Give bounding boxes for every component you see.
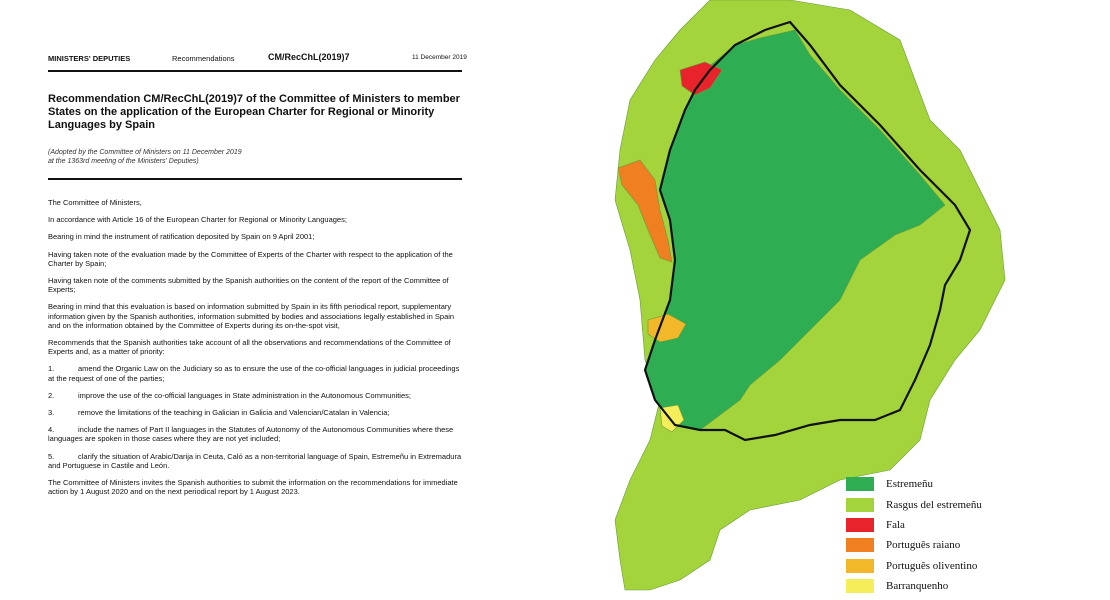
header-date: 11 December 2019 — [412, 54, 467, 61]
item-number: 3. — [48, 408, 55, 418]
title-rule — [48, 178, 462, 180]
legend-label: Português raiano — [886, 539, 961, 552]
header-reference: CM/RecChL(2019)7 — [268, 52, 350, 62]
legend-swatch — [846, 498, 874, 512]
item-text: clarify the situation of Arabic/Darija in Ceuta, Caló as a non-territorial language of Spain, Estremeñu in Extremadura and Portuguese in Castile and León. — [48, 451, 462, 470]
legend-item — [846, 535, 1036, 555]
paragraph: Bearing in mind that this evaluation is based on information submitted by Spain in its fifth periodical report, supplementary information given by the Spanish authorities, information submitted by bodies and associations legally established in Spain and on the information obtained by the Committee of Experts during its on-the-spot visit, — [48, 302, 455, 330]
recommendation-item — [48, 364, 462, 382]
item-number: 4. — [48, 425, 55, 435]
header-rule — [48, 70, 462, 72]
legend-swatch — [846, 579, 874, 593]
recommendation-item — [48, 408, 462, 417]
adoption-line: at the 1363rd meeting of the Ministers' Deputies) — [48, 158, 199, 165]
recommendation-document — [0, 0, 500, 600]
document-body — [48, 198, 462, 504]
legend-item — [846, 556, 1036, 576]
legend-label: Rasgus del estremeñu — [886, 498, 982, 511]
legend-item — [846, 576, 1036, 596]
item-text: remove the limitations of the teaching in Galician in Galicia and Valencian/Catalan in Valencia; — [78, 408, 390, 418]
item-number: 5. — [48, 451, 55, 461]
legend-swatch — [846, 477, 874, 491]
paragraph: Having taken note of the comments submitted by the Spanish authorities on the content of the report of the Committee of Experts; — [48, 276, 449, 295]
recommendation-item — [48, 391, 462, 400]
closing-paragraph: The Committee of Ministers invites the Spanish authorities to submit the information on the recommendations for immediate action by 1 August 2020 and on the next periodical report by 1 August 2023. — [48, 478, 458, 497]
legend-swatch — [846, 559, 874, 573]
recommendation-item — [48, 425, 462, 443]
legend-swatch — [846, 518, 874, 532]
item-text: improve the use of the co-official languages in State administration in the Autonomous Communities; — [78, 390, 411, 400]
legend-label: Barranquenho — [886, 580, 949, 593]
paragraph: The Committee of Ministers, — [48, 198, 142, 207]
item-number: 2. — [48, 390, 55, 400]
paragraph: Having taken note of the evaluation made by the Committee of Experts of the Charter with respect to the application of the Charter by Spain; — [48, 249, 453, 268]
item-number: 1. — [48, 364, 55, 374]
paragraph: In accordance with Article 16 of the European Charter for Regional or Minority Languages; — [48, 215, 347, 225]
legend-item — [846, 494, 1036, 514]
legend-label: Português oliventino — [886, 559, 978, 572]
adoption-note — [48, 148, 348, 166]
header-category: Recommendations — [172, 54, 235, 63]
paragraph: Recommends that the Spanish authorities take account of all the observations and recommendations of the Committee of Experts and, as a matter of priority: — [48, 338, 451, 357]
header-section: MINISTERS' DEPUTIES — [48, 54, 131, 63]
map-legend — [846, 474, 1036, 596]
document-title: Recommendation CM/RecChL(2019)7 of the Committee of Ministers to member States on the application of the European Charter for Regional or Minority Languages by Spain — [48, 93, 460, 131]
legend-label: Fala — [886, 518, 905, 531]
item-text: amend the Organic Law on the Judiciary so as to ensure the use of the co-official languages in judicial proceedings at the request of one of the parties; — [48, 364, 460, 383]
paragraph: Bearing in mind the instrument of ratification deposited by Spain on 9 April 2001; — [48, 232, 315, 242]
item-text: include the names of Part II languages in the Statutes of Autonomy of the Autonomous Communities where these languages are spoken in those cases where they are not yet included; — [48, 425, 454, 444]
legend-swatch — [846, 538, 874, 552]
legend-item — [846, 515, 1036, 535]
recommendation-item — [48, 452, 462, 470]
legend-label: Estremeñu — [886, 478, 934, 491]
legend-item — [846, 474, 1036, 494]
adoption-line: (Adopted by the Committee of Ministers on 11 December 2019 — [48, 149, 242, 156]
